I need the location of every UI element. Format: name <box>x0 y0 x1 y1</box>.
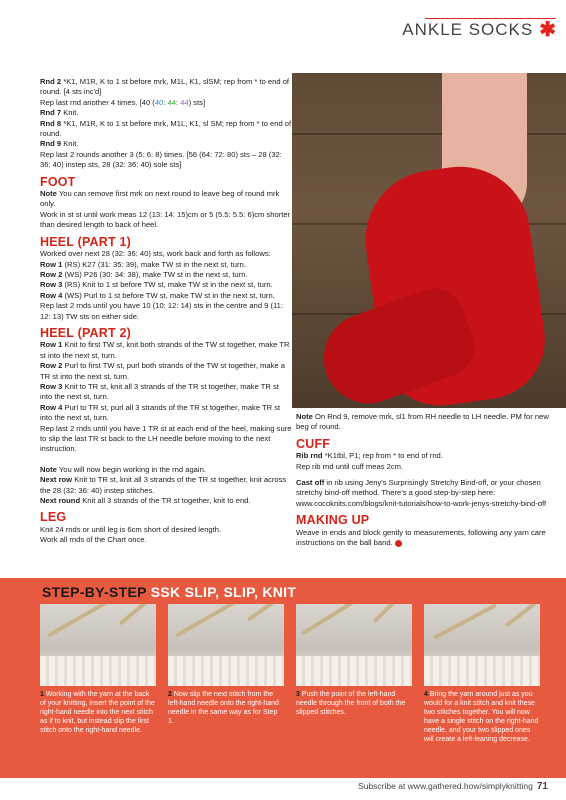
note-text: On Rnd 9, remove mrk, sl1 from RH needle to LH needle. PM for new beg of round. <box>296 412 549 432</box>
step-text: 1 Working with the yarn at the back of your knitting, insert the point of the right-hand needle into the next stitch as if to knit, but instead slip the first stitch onto the right-hand needle. <box>40 691 155 734</box>
header-rule <box>425 18 556 19</box>
row-label: Row 4 <box>40 290 63 300</box>
step-photo <box>40 604 156 686</box>
row-label: Rib rnd <box>296 451 323 461</box>
heel2-repeat: Rep last 2 rnds until you have 1 TR st at each end of the heel, making sure to slip the last TR st back to the LH needle before moving to the next instruction. <box>40 423 292 454</box>
step-text: 2 Now slip the next stitch from the left-hand needle onto the right-hand needle in the same way as for Step 1. <box>168 691 279 725</box>
repeat-text: Rep last 2 rounds another 3 (5: 6: 8) times. [56 (64: 72: 80) sts – 28 (32: 36: 40) instep sts, 28 (32: 36: 40) sole sts] <box>40 149 282 170</box>
row-text: Knit all 3 strands of the TR st together, knit to end. <box>82 496 251 506</box>
row-text: Purl to first TW st, purl both strands of the TW st together, make a TR st into the next st, turn. <box>40 361 285 381</box>
step-text: 3 Push the point of the left-hand needle through the front of both the slipped stitches. <box>296 691 406 716</box>
row-text: Purl to TR st, purl all 3 strands of the TR st together, make TR st into the next st, turn. <box>40 402 281 423</box>
note-label: Note <box>296 412 313 421</box>
row-label: Rnd 2 <box>40 77 62 86</box>
row <box>40 382 292 403</box>
left-column <box>40 77 292 546</box>
panel-title <box>42 584 296 600</box>
section-heading-making-up: MAKING UP <box>296 513 370 528</box>
row-label: Rnd 7 <box>40 108 62 118</box>
row-label: Next row <box>40 475 73 485</box>
heel2-rows <box>40 340 292 423</box>
panel-title-black: STEP-BY-STEP <box>42 584 147 600</box>
row-label: Row 1 <box>40 340 63 350</box>
row-text: Knit to first TW st, knit both strands of the TW st together, make TR st into the next st, turn. <box>40 340 290 360</box>
row-label: Row 3 <box>40 280 63 290</box>
row-text: (RS) K27 (31: 35: 39), make TW st in the next st, turn. <box>64 259 246 269</box>
row <box>40 361 292 382</box>
leg-text: Knit 24 rnds or until leg is 6cm short of desired length. <box>40 524 222 534</box>
row-text: Knit. <box>63 108 79 118</box>
step-1 <box>40 604 156 744</box>
row <box>40 280 292 290</box>
page-section-title <box>402 20 556 40</box>
step-2 <box>168 604 284 744</box>
cuff-repeat: Rep rib rnd until cuff meas 2cm. <box>296 461 404 471</box>
row <box>40 403 292 424</box>
row-text: Knit to TR st, knit all 3 strands of the TR st together, knit across the 28 (32: 36: 40) instep stitches. <box>40 475 287 495</box>
section-heading-cuff: CUFF <box>296 436 331 451</box>
page-number: 71 <box>536 781 548 792</box>
row-label: Next round <box>40 496 81 506</box>
note-label: Note <box>40 189 57 199</box>
step-3 <box>296 604 412 744</box>
row-label: Cast off <box>296 478 325 488</box>
row <box>40 260 292 270</box>
footer-subscribe: Subscribe at www.gathered.how/simplyknitting <box>358 781 533 791</box>
row-label: Row 2 <box>40 361 63 371</box>
section-heading-leg: LEG <box>40 510 67 525</box>
row-label: Rnd 8 <box>40 118 62 128</box>
row-text: (WS) P26 (30: 34: 38), make TW st in the next st, turn. <box>64 269 248 279</box>
leg-text: Work all rnds of the Chart once. <box>40 535 147 545</box>
panel-title-white: SSK SLIP, SLIP, KNIT <box>150 584 297 600</box>
step-photo <box>424 604 540 686</box>
row <box>40 340 292 361</box>
row-label: Rnd 9 <box>40 139 62 149</box>
note-text: You can remove first mrk on next round to leave beg of round mrk only. <box>40 189 280 209</box>
row-text: (WS) Purl to 1 st before TW st, make TW st in the next st, turn. <box>64 290 275 300</box>
note-text: You will now begin working in the rnd again. <box>58 464 206 474</box>
row-text: *K1, M1R, K to 1 st before mrk, M1L, K1, slSM; rep from * to end of round. [4 sts inc'd] <box>40 77 290 97</box>
step-by-step-panel <box>0 578 566 778</box>
row-text: *K1, M1R, K to 1 st before mrk, M1L, K1, sl SM; rep from * to end of round. <box>40 118 292 139</box>
heel1-rows <box>40 260 292 302</box>
right-column <box>296 412 556 548</box>
row-text: (RS) Knit to 1 st before TW st, make TW st in the next st, turn. <box>64 280 273 290</box>
section-heading-heel-1: HEEL (PART 1) <box>40 234 132 249</box>
row-label: Row 1 <box>40 259 63 269</box>
asterisk-icon: ✱ <box>539 19 556 41</box>
row <box>40 291 292 301</box>
making-up-text: Weave in ends and block gently to measurements, following any yarn care instructions on the ball band. <box>296 527 546 548</box>
end-mark-icon <box>395 540 402 547</box>
row-text: Knit to TR st, knit all 3 strands of the TR st together, make TR st into the next st, turn. <box>40 381 279 402</box>
section-title-text: ANKLE SOCKS <box>402 20 534 39</box>
heel1-intro: Worked over next 28 (32: 36: 40) sts, work back and forth as follows: <box>40 249 271 259</box>
section-heading-heel-2: HEEL (PART 2) <box>40 325 132 340</box>
foot-text: Work in st st until work meas 12 (13: 14: 15)cm or 5 (5.5: 5.5: 6)cm shorter than desired length to back of heel. <box>40 209 291 230</box>
row-text: Knit. <box>63 139 79 149</box>
row-text: *K1tbl, P1; rep from * to end of rnd. <box>324 451 443 461</box>
row-label: Row 3 <box>40 381 63 391</box>
step-text: 4 Bring the yarn around just as you would for a knit stitch and knit these two stitches together. You will now have a single stitch on the right-hand needle, and your two slipped ones will create a left-leaning decrease. <box>424 691 539 743</box>
sock-photo <box>292 73 566 408</box>
step-photo <box>296 604 412 686</box>
page-footer <box>358 781 548 792</box>
row-label: Row 4 <box>40 402 63 412</box>
heel1-repeat: Rep last 2 rnds until you have 10 (10: 12: 14) sts in the centre and 9 (11: 12: 13) TW sts on either side. <box>40 301 284 321</box>
row-text: in rib using Jeny's Surprisingly Stretchy Bind-off, or your chosen stretchy bind-off method. There's a good step-by-step here: www.cocoknits.com/blogs/knit-tutorials/how-to-work-jenys-stretchy-bind-off <box>296 478 547 508</box>
repeat-text: Rep last rnd another 4 times. [40 (40: 44: 44) sts] <box>40 97 206 107</box>
steps-row <box>40 604 540 744</box>
row <box>40 270 292 280</box>
step-photo <box>168 604 284 686</box>
row-label: Row 2 <box>40 269 63 279</box>
section-heading-foot: FOOT <box>40 174 76 189</box>
step-4 <box>424 604 540 744</box>
note-label: Note <box>40 464 57 474</box>
